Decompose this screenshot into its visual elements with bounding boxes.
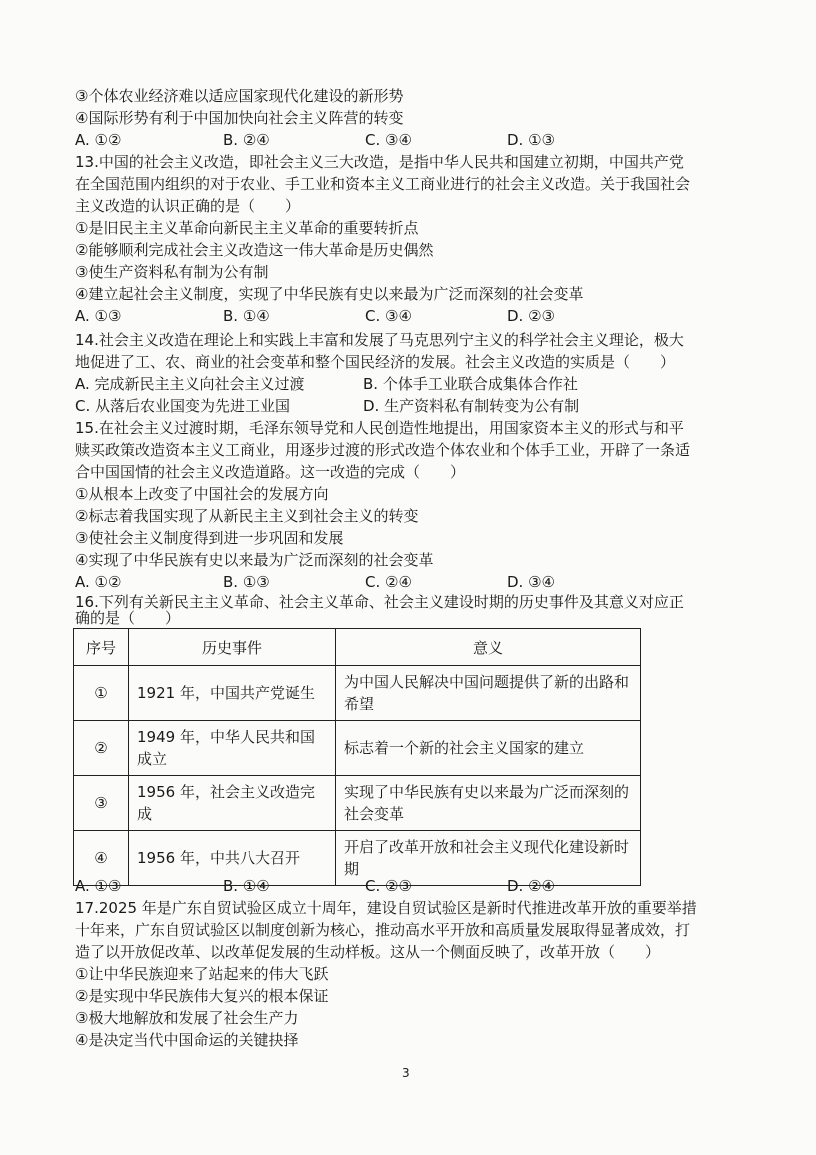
q12-item-3: ③个体农业经济难以适应国家现代化建设的新形势 bbox=[75, 87, 404, 105]
table-row bbox=[74, 666, 641, 721]
q15-option-d[interactable]: D. ③④ bbox=[507, 573, 555, 591]
q13-item-3: ③使生产资料私有制为公有制 bbox=[75, 263, 269, 281]
row-meaning: 标志着一个新的社会主义国家的建立 bbox=[336, 721, 641, 776]
q12-item-4: ④国际形势有利于中国加快向社会主义阵营的转变 bbox=[75, 109, 404, 127]
q13-item-4: ④建立起社会主义制度，实现了中华民族有史以来最为广泛而深刻的社会变革 bbox=[75, 285, 584, 303]
q12-options bbox=[75, 130, 695, 150]
q13-stem-line-3: 主义改造的认识正确的是（ ） bbox=[75, 197, 301, 215]
q13-item-2: ②能够顺利完成社会主义改造这一伟大革命是历史偶然 bbox=[75, 241, 434, 259]
q13-options bbox=[75, 306, 695, 326]
q12-option-a[interactable]: A. ①② bbox=[75, 131, 122, 149]
row-event: 1921 年，中国共产党诞生 bbox=[129, 666, 336, 721]
q17-item-1: ①让中华民族迎来了站起来的伟大飞跃 bbox=[75, 965, 329, 983]
q16-option-a[interactable]: A. ①③ bbox=[75, 877, 122, 895]
table-row bbox=[74, 721, 641, 776]
row-meaning: 开启了改革开放和社会主义现代化建设新时期 bbox=[336, 831, 641, 886]
q17-stem-line-1: 17.2025 年是广东自贸试验区成立十周年，建设自贸试验区是新时代推进改革开放的重要举措 bbox=[75, 899, 697, 917]
row-event: 1949 年，中华人民共和国成立 bbox=[129, 721, 336, 776]
q17-stem-line-2: 十年来，广东自贸试验区以制度创新为核心，推动高水平开放和高质量发展取得显著成效，打 bbox=[75, 921, 691, 939]
table-row bbox=[74, 776, 641, 831]
q15-stem-line-2: 赎买政策改造资本主义工商业，用逐步过渡的形式改造个体农业和个体手工业，开辟了一条适 bbox=[75, 441, 691, 459]
q13-item-1: ①是旧民主主义革命向新民主主义革命的重要转折点 bbox=[75, 219, 419, 237]
q17-stem-line-3: 造了以开放促改革、以改革促发展的生动样板。这从一个侧面反映了，改革开放（ ） bbox=[75, 943, 661, 961]
q17-item-4: ④是决定当代中国命运的关键抉择 bbox=[75, 1031, 299, 1049]
q15-item-1: ①从根本上改变了中国社会的发展方向 bbox=[75, 485, 329, 503]
row-number: ③ bbox=[74, 776, 129, 831]
q15-item-3: ③使社会主义制度得到进一步巩固和发展 bbox=[75, 529, 344, 547]
q13-stem-line-2: 在全国范围内组织的对于农业、手工业和资本主义工商业进行的社会主义改造。关于我国社会 bbox=[75, 175, 691, 193]
q15-option-b[interactable]: B. ①③ bbox=[223, 573, 270, 591]
q15-options bbox=[75, 572, 695, 592]
q14-stem-line-1: 14.社会主义改造在理论上和实践上丰富和发展了马克思列宁主义的科学社会主义理论，极大 bbox=[75, 331, 684, 349]
q14-option-a[interactable]: A. 完成新民主主义向社会主义过渡 bbox=[75, 375, 305, 393]
header-event: 历史事件 bbox=[129, 629, 336, 666]
header-meaning: 意义 bbox=[336, 629, 641, 666]
q15-option-c[interactable]: C. ②④ bbox=[365, 573, 412, 591]
row-number: ④ bbox=[74, 831, 129, 886]
q14-option-b[interactable]: B. 个体手工业联合成集体合作社 bbox=[363, 375, 578, 393]
page-number: 3 bbox=[402, 1066, 410, 1080]
table-header-row bbox=[74, 629, 641, 666]
q13-option-b[interactable]: B. ①④ bbox=[223, 307, 270, 325]
q16-option-c[interactable]: C. ②③ bbox=[365, 877, 412, 895]
q14-options-row-1 bbox=[75, 374, 695, 394]
row-meaning: 为中国人民解决中国问题提供了新的出路和希望 bbox=[336, 666, 641, 721]
row-meaning: 实现了中华民族有史以来最为广泛而深刻的社会变革 bbox=[336, 776, 641, 831]
row-number: ② bbox=[74, 721, 129, 776]
q13-option-c[interactable]: C. ③④ bbox=[365, 307, 412, 325]
q16-stem-line-1: 16.下列有关新民主主义革命、社会主义革命、社会主义建设时期的历史事件及其意义对应正 bbox=[75, 593, 684, 611]
q15-stem-line-1: 15.在社会主义过渡时期，毛泽东领导党和人民创造性地提出，用国家资本主义的形式与和平 bbox=[75, 419, 684, 437]
q15-stem-line-3: 合中国国情的社会主义改造道路。这一改造的完成（ ） bbox=[75, 463, 466, 481]
row-event: 1956 年，中共八大召开 bbox=[129, 831, 336, 886]
q16-option-d[interactable]: D. ②④ bbox=[507, 877, 555, 895]
q13-stem-line-1: 13.中国的社会主义改造，即社会主义三大改造，是指中华人民共和国建立初期，中国共产党 bbox=[75, 153, 684, 171]
q17-item-3: ③极大地解放和发展了社会生产力 bbox=[75, 1009, 299, 1027]
q14-option-d[interactable]: D. 生产资料私有制转变为公有制 bbox=[363, 397, 580, 415]
q12-option-b[interactable]: B. ②④ bbox=[223, 131, 270, 149]
q14-option-c[interactable]: C. 从落后农业国变为先进工业国 bbox=[75, 397, 291, 415]
q17-item-2: ②是实现中华民族伟大复兴的根本保证 bbox=[75, 987, 329, 1005]
row-event: 1956 年，社会主义改造完成 bbox=[129, 776, 336, 831]
q13-option-a[interactable]: A. ①③ bbox=[75, 307, 122, 325]
row-number: ① bbox=[74, 666, 129, 721]
q16-option-b[interactable]: B. ①④ bbox=[223, 877, 270, 895]
q14-options-row-2 bbox=[75, 396, 695, 416]
q16-events-table bbox=[73, 628, 641, 886]
q16-options bbox=[75, 876, 695, 896]
q15-item-4: ④实现了中华民族有史以来最为广泛而深刻的社会变革 bbox=[75, 551, 434, 569]
header-number: 序号 bbox=[74, 629, 129, 666]
q15-item-2: ②标志着我国实现了从新民主主义到社会主义的转变 bbox=[75, 507, 419, 525]
q16-stem-line-2: 确的是（ ） bbox=[75, 609, 181, 627]
q12-option-d[interactable]: D. ①③ bbox=[507, 131, 555, 149]
q15-option-a[interactable]: A. ①② bbox=[75, 573, 122, 591]
q13-option-d[interactable]: D. ②③ bbox=[507, 307, 555, 325]
q14-stem-line-2: 地促进了工、农、商业的社会变革和整个国民经济的发展。社会主义改造的实质是（ ） bbox=[75, 353, 676, 371]
q12-option-c[interactable]: C. ③④ bbox=[365, 131, 412, 149]
